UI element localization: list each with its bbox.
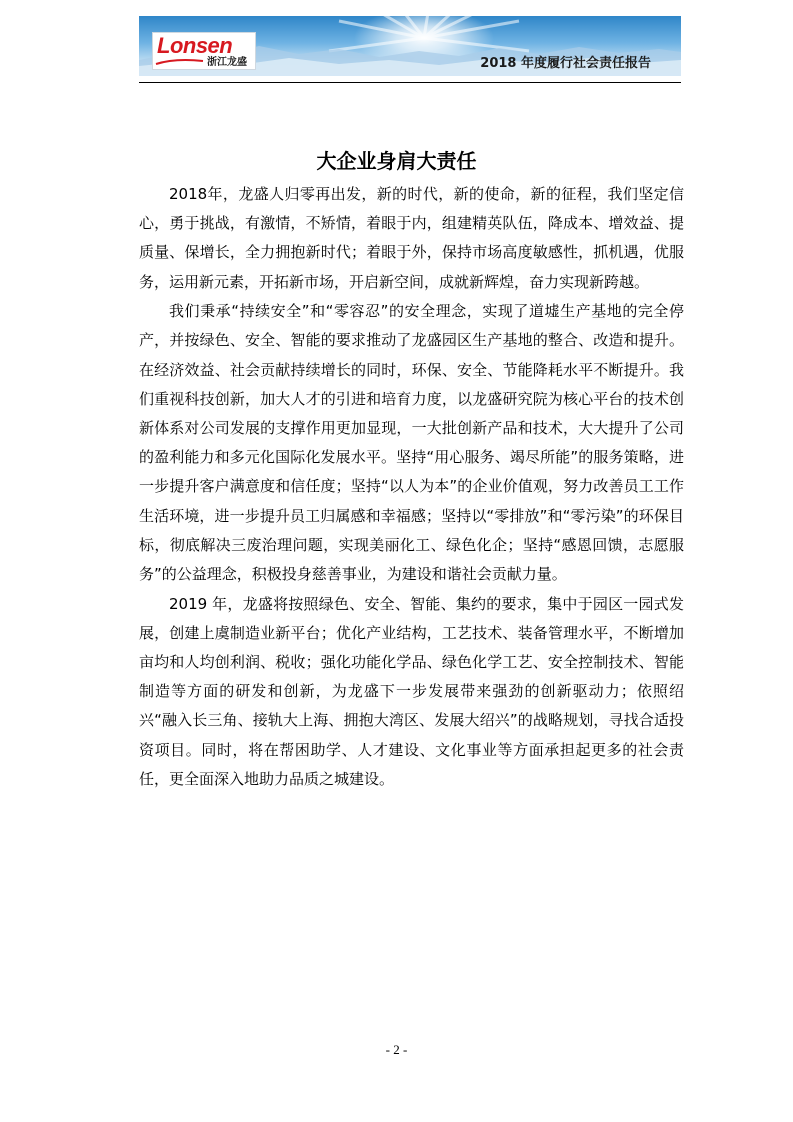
logo-chinese-name: 浙江龙盛: [207, 57, 247, 68]
company-logo: [152, 32, 256, 70]
paragraph-2: 我们秉承“持续安全”和“零容忍”的安全理念，实现了道墟生产基地的完全停产，并按绿色、安全、智能的要求推动了龙盛园区生产基地的整合、改造和提升。在经济效益、社会贡献持续增长的同时，环保、安全、节能降耗水平不断提升。我们重视科技创新，加大人才的引进和培育力度，以龙盛研究院为核心平台的技术创新体系对公司发展的支撑作用更加显现，一大批创新产品和技术，大大提升了公司的盈利能力和多元化国际化发展水平。坚持“用心服务、竭尽所能”的服务策略，进一步提升客户满意度和信任度；坚持“以人为本”的企业价值观，努力改善员工工作生活环境，进一步提升员工归属感和幸福感；坚持以“零排放”和“零污染”的环保目标，彻底解决三废治理问题，实现美丽化工、绿色化企；坚持“感恩回馈，志愿服务”的公益理念，积极投身慈善事业，为建设和谐社会贡献力量。: [139, 302, 684, 584]
header-divider: [139, 82, 681, 83]
report-title: 2018 年度履行社会责任报告: [480, 56, 651, 71]
page-title: 大企业身肩大责任: [316, 149, 477, 173]
document-body: [139, 180, 684, 794]
header-banner: [139, 16, 681, 76]
page-number: - 2 -: [385, 1042, 408, 1057]
logo-swoosh-icon: [155, 58, 205, 66]
paragraph-1: 2018年，龙盛人归零再出发，新的时代，新的使命，新的征程，我们坚定信心，勇于挑战，有激情，不矫情，着眼于内，组建精英队伍，降成本、增效益、提质量、保增长，全力拥抱新时代；着眼于外，保持市场高度敏感性，抓机遇，优服务，运用新元素，开拓新市场，开启新空间，成就新辉煌，奋力实现新跨越。: [139, 185, 684, 291]
paragraph-3: 2019 年，龙盛将按照绿色、安全、智能、集约的要求，集中于园区一园式发展，创建上虞制造业新平台；优化产业结构，工艺技术、装备管理水平，不断增加亩均和人均创利润、税收；强化功能化学品、绿色化学工艺、安全控制技术、智能制造等方面的研发和创新，为龙盛下一步发展带来强劲的创新驱动力；依照绍兴“融入长三角、接轨大上海、拥抱大湾区、发展大绍兴”的战略规划，寻找合适投资项目。同时，将在帮困助学、人才建设、文化事业等方面承担起更多的社会责任，更全面深入地助力品质之城建设。: [139, 594, 684, 788]
logo-wordmark: Lonsen: [157, 33, 233, 58]
